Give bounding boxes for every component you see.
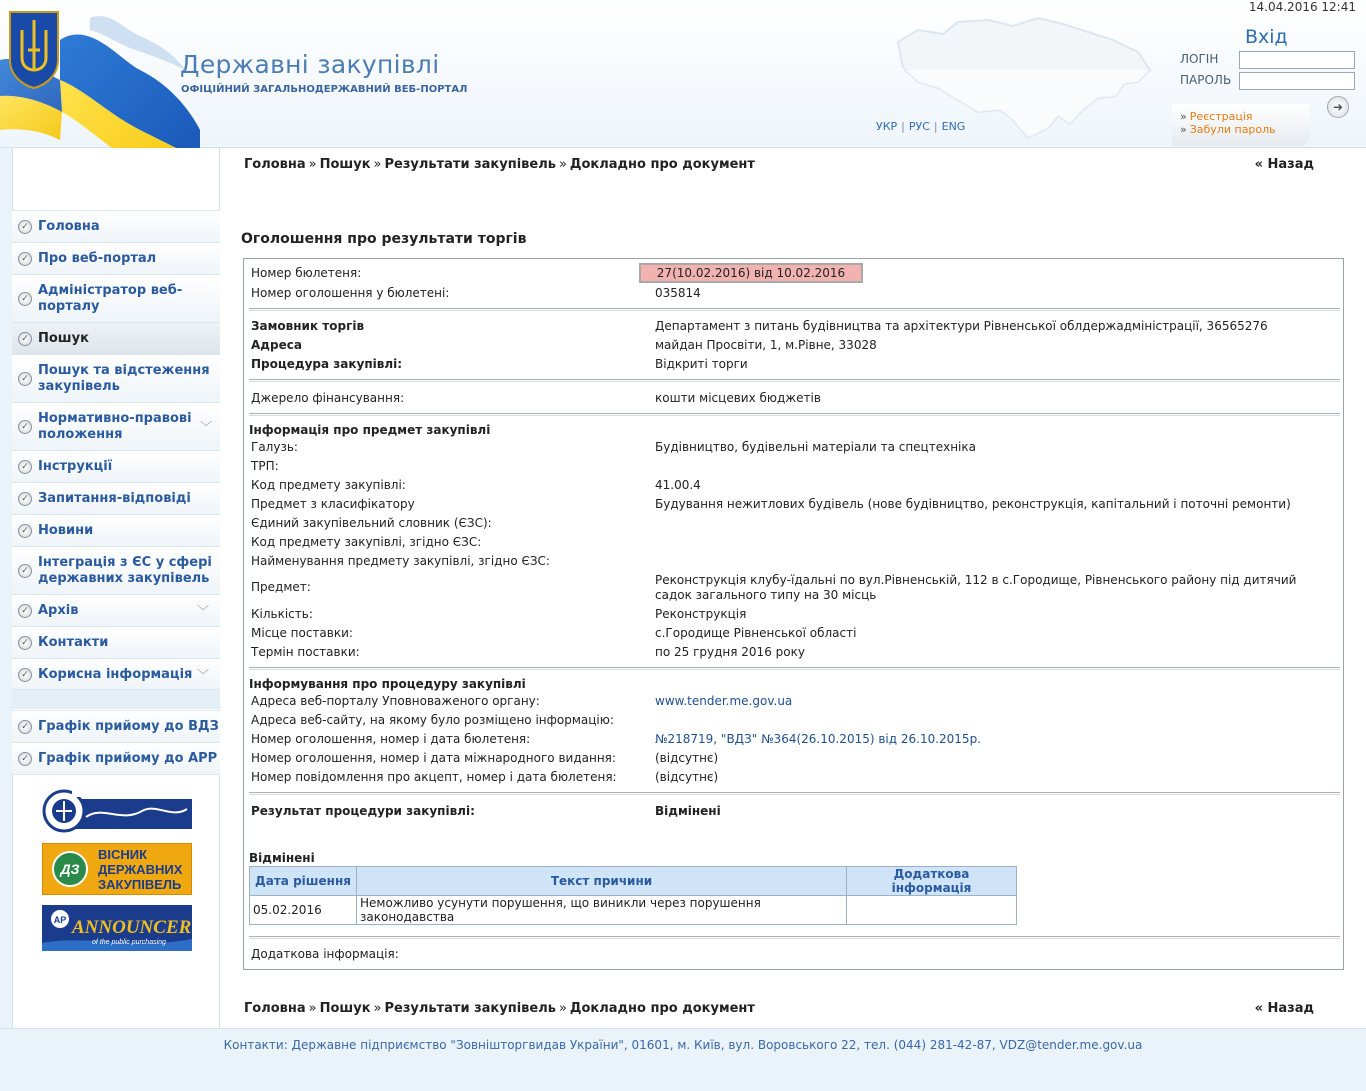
- ezs-name-label: Найменування предмету закупівлі, згідно ЄЗС:: [251, 554, 550, 568]
- lang-ukr-link[interactable]: УКР: [876, 120, 898, 133]
- classifier-value: Будування нежитлових будівель (нове будівництво, реконструкція, капітальний і поточні ремонти): [655, 497, 1291, 511]
- breadcrumb-search[interactable]: Пошук: [319, 157, 371, 172]
- chevron-down-icon: ﹀: [199, 420, 212, 434]
- table-header-date: Дата рішення: [250, 867, 357, 896]
- visnyk-logo-icon: [42, 843, 192, 895]
- breadcrumb-home[interactable]: Головна: [244, 157, 306, 172]
- breadcrumb-bottom: Головна » Пошук » Результати закупівель » Докладно про документ: [244, 1001, 755, 1016]
- address-value: майдан Просвіти, 1, м.Рівне, 33028: [655, 338, 877, 352]
- breadcrumb-results[interactable]: Результати закупівель: [384, 157, 556, 172]
- subject-label: Предмет:: [251, 580, 311, 594]
- site-footer: [0, 1028, 1366, 1091]
- current-datetime: 14.04.2016 12:41: [1248, 0, 1356, 14]
- subject-value: Реконструкція клубу-їдальні по вул.Рівненській, 112 в с.Городище, Рівненського району під дитячий садок загального типу на 30 місць: [655, 573, 1297, 602]
- divider: [249, 936, 1340, 939]
- breadcrumb-search[interactable]: Пошук: [319, 1001, 371, 1016]
- quantity-value: Реконструкція: [655, 607, 747, 621]
- svg-text:ДЕРЖАВНИХ: ДЕРЖАВНИХ: [98, 862, 183, 877]
- bulletin-number-value: 27(10.02.2016) від 10.02.2016: [639, 263, 863, 283]
- nav-item-schedule-vdz[interactable]: ✓ Графік прийому до ВДЗ: [12, 710, 220, 742]
- announcer-banner[interactable]: [42, 905, 192, 951]
- nav-item-search[interactable]: ✓ Пошук: [12, 322, 220, 354]
- accept-value: (відсутнє): [655, 770, 719, 784]
- svg-text:of the public purchasing: of the public purchasing: [92, 939, 166, 946]
- divider: [249, 308, 1340, 311]
- nav-item-news[interactable]: ✓ Новини: [12, 514, 220, 546]
- svg-text:ANNOUNCER: ANNOUNCER: [72, 917, 192, 938]
- table-header-additional: Додаткова інформація: [847, 867, 1017, 896]
- website-label: Адреса веб-сайту, на якому було розміщено інформацію:: [251, 713, 614, 727]
- check-circle-icon: ✓: [18, 636, 32, 650]
- svg-text:AP: AP: [53, 915, 67, 925]
- zovnishtorhvydav-banner[interactable]: [42, 789, 192, 833]
- nav-item-contacts[interactable]: ✓ Контакти: [12, 626, 220, 658]
- industry-label: Галузь:: [251, 440, 298, 454]
- nav-item-regulations[interactable]: ✓ Нормативно-правові положення ﹀: [12, 402, 220, 450]
- check-circle-icon: ✓: [18, 420, 32, 434]
- back-link[interactable]: « Назад: [1254, 157, 1314, 172]
- check-circle-icon: ✓: [18, 720, 32, 734]
- accept-label: Номер повідомлення про акцепт, номер і дата бюлетеня:: [251, 770, 617, 784]
- register-link[interactable]: » Реєстрація: [1180, 110, 1253, 123]
- check-circle-icon: ✓: [18, 492, 32, 506]
- bulletin-number-label: Номер бюлетеня:: [251, 266, 362, 280]
- password-input[interactable]: [1239, 72, 1355, 90]
- site-subtitle: ОФІЦІЙНИЙ ЗАГАЛЬНОДЕРЖАВНИЙ ВЕБ-ПОРТАЛ: [181, 84, 468, 95]
- nav-item-schedule-arr[interactable]: ✓ Графік прийому до АРР: [12, 742, 220, 775]
- customer-value: Департамент з питань будівництва та архітектури Рівненської облдержадміністрації, 36565276: [655, 319, 1268, 333]
- breadcrumb-home[interactable]: Головна: [244, 1001, 306, 1016]
- svg-text:ЗАКУПІВЕЛЬ: ЗАКУПІВЕЛЬ: [98, 877, 182, 892]
- nav-item-administrator[interactable]: ✓ Адміністратор веб-порталу: [12, 274, 220, 322]
- cancelled-heading: Відмінені: [249, 851, 315, 865]
- nav-item-useful-info[interactable]: ✓ Корисна інформація ﹀: [12, 658, 220, 690]
- page-title: Оголошення про результати торгів: [241, 231, 527, 247]
- breadcrumb-current: Докладно про документ: [569, 1001, 755, 1016]
- coat-of-arms-icon: [10, 12, 58, 88]
- nav-item-search-tracking[interactable]: ✓ Пошук та відстеження закупівель: [12, 354, 220, 402]
- announcement-bulletin-link[interactable]: №218719, "ВДЗ" №364(26.10.2015) від 26.10.2015р.: [655, 732, 981, 746]
- procedure-label: Процедура закупівлі:: [251, 357, 403, 371]
- divider: [249, 379, 1340, 382]
- divider: [249, 413, 1340, 416]
- check-circle-icon: ✓: [18, 292, 32, 306]
- announcer-logo-icon: [42, 905, 192, 951]
- funding-value: кошти місцевих бюджетів: [655, 391, 821, 405]
- result-label: Результат процедури закупівлі:: [251, 804, 475, 818]
- check-circle-icon: ✓: [18, 332, 32, 346]
- divider: [249, 792, 1340, 795]
- portal-label: Адреса веб-порталу Уповноваженого органу:: [251, 694, 540, 708]
- lang-rus-link[interactable]: РУС: [908, 120, 930, 133]
- visnyk-banner[interactable]: [42, 843, 192, 895]
- language-switcher: УКР | РУС | ENG: [876, 120, 966, 133]
- procedure-value: Відкриті торги: [655, 357, 748, 371]
- table-cell-date: 05.02.2016: [250, 896, 357, 925]
- result-value: Відмінені: [655, 804, 721, 818]
- site-title[interactable]: Державні закупівлі: [180, 50, 440, 79]
- check-circle-icon: ✓: [18, 752, 32, 766]
- check-circle-icon: ✓: [18, 372, 32, 386]
- back-link-bottom[interactable]: « Назад: [1254, 1001, 1314, 1016]
- ezs-label: Єдиний закупівельний словник (ЄЗС):: [251, 516, 492, 530]
- table-row: [250, 896, 1017, 925]
- customer-label: Замовник торгів: [251, 319, 365, 333]
- nav-item-about[interactable]: ✓ Про веб-портал: [12, 242, 220, 274]
- zovnishtorhvydav-logo-icon: [42, 789, 192, 833]
- password-label: ПАРОЛЬ: [1180, 73, 1232, 87]
- announcement-number-label: Номер оголошення у бюлетені:: [251, 286, 450, 300]
- check-circle-icon: ✓: [18, 668, 32, 682]
- check-circle-icon: ✓: [18, 564, 32, 578]
- check-circle-icon: ✓: [18, 524, 32, 538]
- breadcrumb-results[interactable]: Результати закупівель: [384, 1001, 556, 1016]
- term-value: по 25 грудня 2016 року: [655, 645, 805, 659]
- classifier-label: Предмет з класифікатору: [251, 497, 415, 511]
- check-circle-icon: ✓: [18, 460, 32, 474]
- svg-text:ВІСНИК: ВІСНИК: [98, 847, 148, 862]
- intl-value: (відсутнє): [655, 751, 719, 765]
- announcement-number-value: 035814: [655, 286, 701, 300]
- place-value: с.Городище Рівненської області: [655, 626, 857, 640]
- table-cell-additional: [847, 896, 1017, 925]
- trp-label: ТРП:: [251, 459, 279, 473]
- term-label: Термін поставки:: [251, 645, 360, 659]
- arrow-right-icon: ➜: [1332, 100, 1344, 114]
- table-header-reason: Текст причини: [357, 867, 847, 896]
- portal-link[interactable]: www.tender.me.gov.ua: [655, 694, 793, 708]
- check-circle-icon: ✓: [18, 220, 32, 234]
- nav-item-eu-integration[interactable]: ✓ Інтеграція з ЄС у сфері державних закупівель: [12, 546, 220, 594]
- chevron-down-icon: ﹀: [196, 604, 209, 618]
- nav-item-instructions[interactable]: ✓ Інструкції: [12, 450, 220, 482]
- breadcrumb-current: Докладно про документ: [569, 157, 755, 172]
- nav-item-archive[interactable]: ✓ Архів ﹀: [12, 594, 220, 626]
- login-input[interactable]: [1239, 51, 1355, 69]
- quantity-label: Кількість:: [251, 607, 313, 621]
- funding-label: Джерело фінансування:: [251, 391, 405, 405]
- announcement-bulletin-label: Номер оголошення, номер і дата бюлетеня:: [251, 732, 531, 746]
- place-label: Місце поставки:: [251, 626, 353, 640]
- nav-item-faq[interactable]: ✓ Запитання-відповіді: [12, 482, 220, 514]
- chevron-down-icon: ﹀: [196, 668, 209, 682]
- login-submit-button[interactable]: [1327, 96, 1349, 118]
- ezs-code-label: Код предмету закупівлі, згідно ЄЗС:: [251, 535, 482, 549]
- industry-value: Будівництво, будівельні матеріали та спецтехніка: [655, 440, 976, 454]
- subject-section-heading: Інформація про предмет закупівлі: [249, 423, 491, 437]
- forgot-password-link[interactable]: » Забули пароль: [1180, 123, 1276, 136]
- additional-info-label: Додаткова інформація:: [251, 947, 399, 961]
- footer-contacts: Контакти: Державне підприємство "Зовнішторгвидав України", 01601, м. Київ, вул. Воровського 22, тел. (044) 281-42-87, VDZ@tender.me.gov.ua: [223, 1038, 1143, 1052]
- login-title: Вхід: [1245, 26, 1288, 48]
- table-cell-reason: Неможливо усунути порушення, що виникли через порушення законодавства: [357, 896, 847, 925]
- address-label: Адреса: [251, 338, 302, 352]
- intl-label: Номер оголошення, номер і дата міжнародного видання:: [251, 751, 616, 765]
- cancellation-table: [249, 866, 1017, 925]
- check-circle-icon: ✓: [18, 604, 32, 618]
- procedure-section-heading: Інформування про процедуру закупівлі: [249, 677, 526, 691]
- code-value: 41.00.4: [655, 478, 701, 492]
- login-label: ЛОГІН: [1180, 52, 1219, 66]
- breadcrumb: Головна » Пошук » Результати закупівель » Докладно про документ: [244, 157, 755, 172]
- nav-item-home[interactable]: ✓ Головна: [12, 210, 220, 242]
- svg-text:ДЗ: ДЗ: [60, 861, 80, 877]
- check-circle-icon: ✓: [18, 252, 32, 266]
- lang-eng-link[interactable]: ENG: [941, 120, 966, 133]
- divider: [249, 667, 1340, 670]
- code-label: Код предмету закупівлі:: [251, 478, 406, 492]
